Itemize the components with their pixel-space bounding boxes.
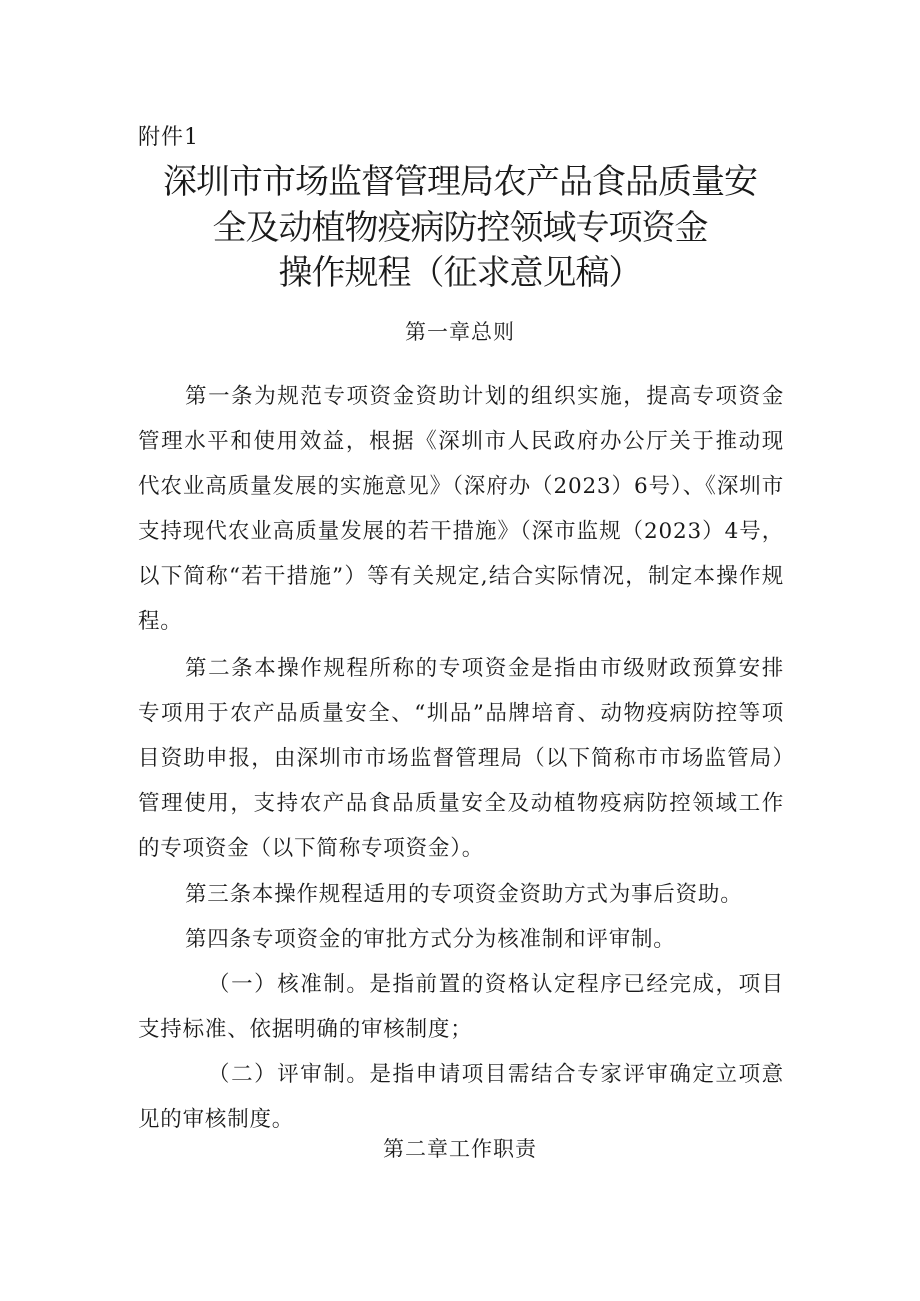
approval-item-2-paragraph: （二）评审制。是指申请项目需结合专家评审确定立项意见的审核制度。	[138, 1062, 784, 1132]
approval-item-1-paragraph: （一）核准制。是指前置的资格认定程序已经完成，项目支持标准、依据明确的审核制度；	[138, 972, 784, 1042]
article-2-paragraph: 第二条本操作规程所称的专项资金是指由市级财政预算安排专项用于农产品质量安全、“圳品”品牌培育、动物疫病防控等项目资助申报，由深圳市市场监督管理局（以下简称市市场监管局）管理使用，支持农产品食品质量安全及动植物疫病防控领域工作的专项资金（以下简称专项资金）。	[138, 656, 784, 861]
chapter-heading-responsibilities: 第二章工作职责	[383, 1137, 537, 1161]
article-4-paragraph: 第四条专项资金的审批方式分为核准制和评审制。	[185, 927, 676, 952]
attachment-label: 附件1	[138, 125, 199, 150]
article-3-paragraph: 第三条本操作规程适用的专项资金资助方式为事后资助。	[185, 882, 743, 907]
document-title-line-2: 全及动植物疫病防控领域专项资金	[212, 208, 708, 248]
document-title-line-3: 操作规程（征求意见稿）	[278, 253, 642, 293]
article-1-paragraph: 第一条为规范专项资金资助计划的组织实施，提高专项资金管理水平和使用效益，根据《深圳市人民政府办公厅关于推动现代农业高质量发展的实施意见》（深府办（2023）6号）、《深圳市支持现代农业高质量发展的若干措施》（深市监规（2023）4号，以下简称“若干措施”）等有关规定,结合实际情况，制定本操作规程。	[138, 384, 784, 634]
chapter-heading-general: 第一章总则	[405, 320, 515, 344]
document-title-line-1: 深圳市市场监督管理局农产品食品质量安	[163, 162, 757, 202]
